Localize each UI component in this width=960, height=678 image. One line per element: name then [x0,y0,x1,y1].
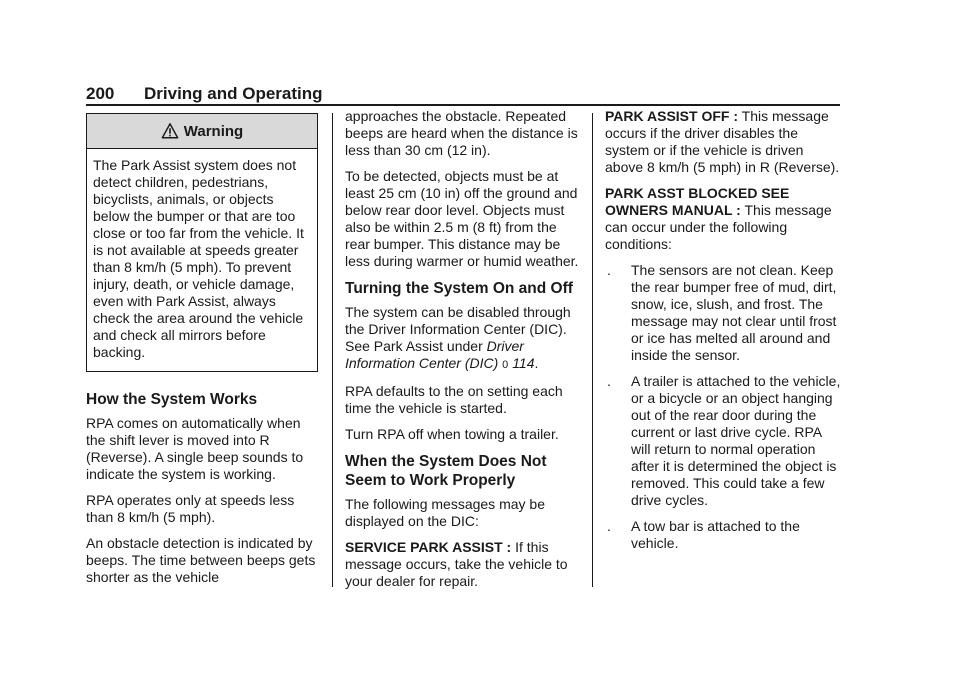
paragraph: An obstacle detection is indicated by beeps. The time between beeps gets shorter as the vehicle [86,535,316,585]
list-item [605,373,841,509]
page-header [86,84,840,106]
bullet-marker: . [607,518,611,534]
list-item-text: A tow bar is attached to the vehicle. [631,518,800,551]
list-item-text: A trailer is attached to the vehicle, or a bicycle or an object hanging out of the rear door during the current or last drive cycle. RPA will return to normal operation after it is determined the object is removed. This could take a few drive cycles. [631,373,841,508]
paragraph: RPA defaults to the on setting each time the vehicle is started. [345,383,563,416]
message-park-asst-blocked [605,185,841,253]
page-reference-symbol: 0 [502,359,509,371]
paragraph: The following messages may be displayed on the DIC: [345,496,545,529]
paragraph: RPA operates only at speeds less than 8 km/h (5 mph). [86,492,295,525]
paragraph: RPA comes on automatically when the shift lever is moved into R (Reverse). A single beep sounds to indicate the system is working. [86,415,304,482]
message-service-park-assist [345,539,581,590]
column-divider-left [332,113,333,587]
paragraph: To be detected, objects must be at least 25 cm (10 in) off the ground and below rear door level. Objects must also be within 2.5 m (8 ft) from the rear bumper. This distance may be less during warmer or humid weather. [345,168,579,269]
warning-body: The Park Assist system does not detect children, pedestrians, bicyclists, animals, or objects below the bumper or that are too close or too far from the vehicle. It is not available at speeds greater than 8 km/h (5 mph). To prevent injury, death, or vehicle damage, even with Park Assist, always check the area around the vehicle and check all mirrors before backing. [93,157,304,360]
text-run: . [534,355,539,371]
heading-system-not-working: When the System Does Not Seem to Work Properly [345,453,547,489]
header-rule [86,104,840,106]
column-3 [605,108,841,561]
list-item [605,518,841,552]
heading-turning-system-on-off: Turning the System On and Off [345,280,573,297]
message-description: If this message occurs, take the vehicle to your dealer for repair. [345,539,568,589]
reference-title: Driver Information Center (DIC) [345,338,524,371]
text-run: The system can be disabled through the Driver Information Center (DIC). See Park Assist under [345,304,571,354]
reference-page-number: 114 [512,355,535,371]
page-number: 200 [86,84,115,103]
column-divider-right [592,113,593,587]
warning-box [86,113,318,372]
list-item [605,262,841,364]
message-description: This message occurs if the driver disables the system or if the vehicle is driven above 8 km/h (5 mph) in R (Reverse). [605,108,840,175]
warning-header [87,114,317,149]
column-2 [345,108,581,599]
warning-title: Warning [183,122,244,140]
message-term: PARK ASST BLOCKED SEE OWNERS MANUAL : [605,185,790,218]
message-description: This message can occur under the following conditions: [605,202,832,252]
message-term: SERVICE PARK ASSIST : [345,539,512,555]
warning-triangle-icon [161,122,179,140]
heading-how-system-works: How the System Works [86,391,258,408]
paragraph: approaches the obstacle. Repeated beeps are heard when the distance is less than 30 cm (12 in). [345,108,578,158]
list-item-text: The sensors are not clean. Keep the rear bumper free of mud, dirt, snow, ice, slush, and frost. The message may not clear until frost or ice has melted all around and inside the sensor. [631,262,837,363]
column-1 [86,113,322,595]
message-park-assist-off [605,108,841,176]
bullet-marker: . [607,262,611,278]
paragraph-dic-reference [345,304,581,374]
paragraph: Turn RPA off when towing a trailer. [345,426,559,442]
section-title: Driving and Operating [144,84,323,103]
message-term: PARK ASSIST OFF : [605,108,738,124]
bullet-marker: . [607,373,611,389]
